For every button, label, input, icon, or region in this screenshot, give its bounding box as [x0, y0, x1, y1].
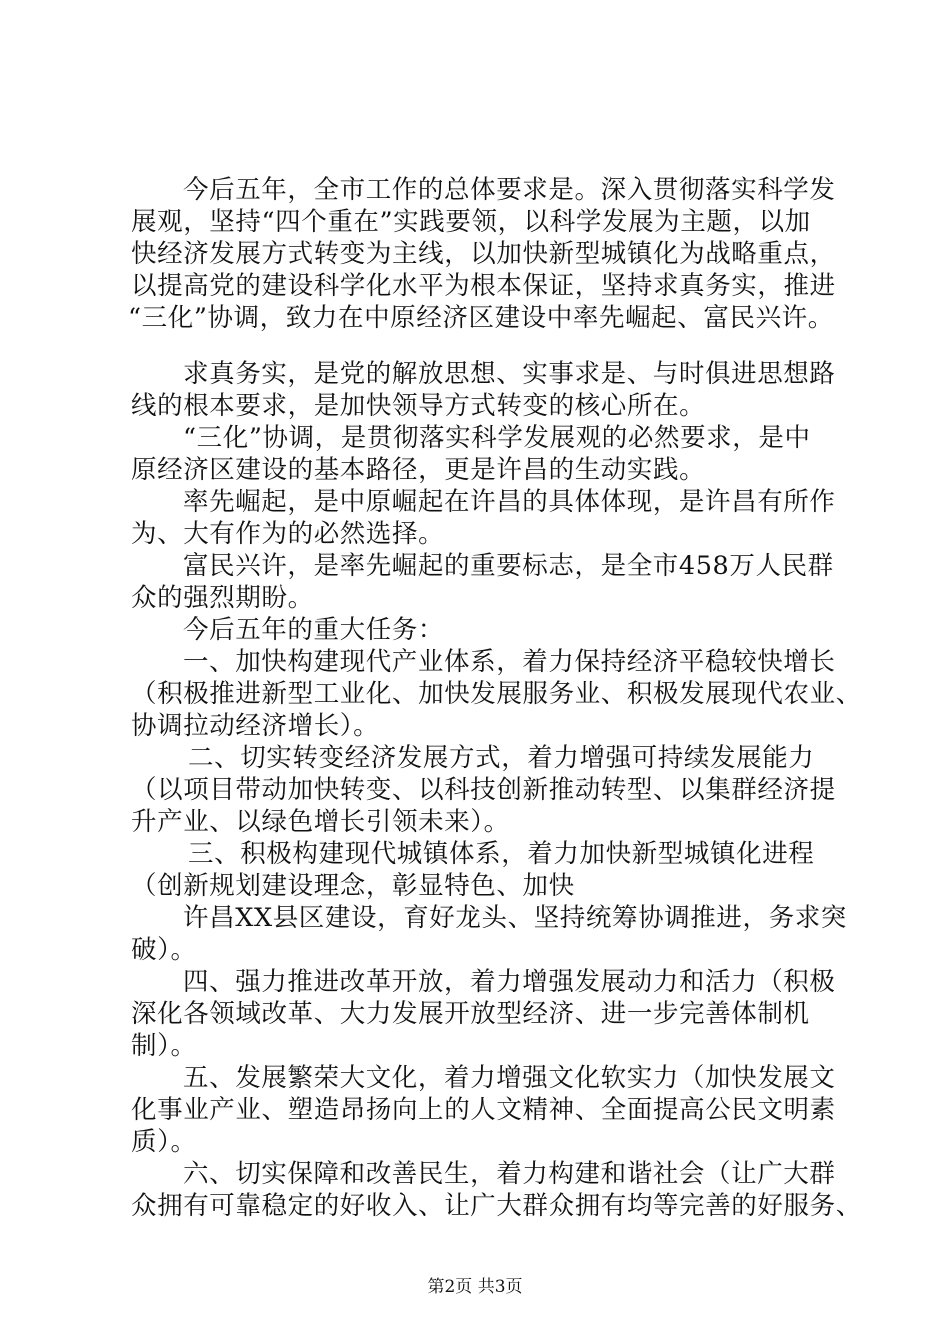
text-line: 升产业、以绿色增长引领未来）。: [131, 807, 510, 837]
text-line: “三化”协调，是贯彻落实科学发展观的必然要求，是中: [183, 423, 811, 453]
text-line: 二、切实转变经济发展方式，着力增强可持续发展能力: [188, 743, 815, 773]
text-line: 原经济区建设的基本路径，更是许昌的生动实践。: [131, 455, 706, 485]
text-line: （积极推进新型工业化、加快发展服务业、积极发展现代农业、: [131, 679, 862, 709]
page-footer: 第2页 共3页: [427, 1277, 523, 1297]
text-line: 协调拉动经济增长）。: [131, 711, 380, 741]
text-line: 求真务实，是党的解放思想、实事求是、与时俱进思想路: [183, 359, 836, 389]
text-line: 富民兴许，是率先崛起的重要标志，是全市458万人民群: [183, 551, 834, 581]
text-line: 制）。: [131, 1031, 197, 1061]
text-line: 以提高党的建设科学化水平为根本保证，坚持求真务实，推进: [131, 271, 836, 301]
text-line: （创新规划建设理念，彰显特色、加快: [131, 871, 575, 901]
text-line: 三、积极构建现代城镇体系，着力加快新型城镇化进程: [188, 839, 815, 869]
text-line: 为、大有作为的必然选择。: [131, 519, 445, 549]
text-line: 众的强烈期盼。: [131, 583, 314, 613]
text-line: 展观，坚持“四个重在”实践要领，以科学发展为主题，以加: [131, 207, 811, 237]
text-line: 今后五年，全市工作的总体要求是。深入贯彻落实科学发: [183, 175, 836, 205]
text-line: 破）。: [131, 935, 197, 965]
text-line: “三化”协调，致力在中原经济区建设中率先崛起、富民兴许。: [128, 303, 834, 333]
text-line: （以项目带动加快转变、以科技创新推动转型、以集群经济提: [131, 775, 836, 805]
text-line: 今后五年的重大任务：: [183, 615, 445, 645]
text-line: 化事业产业、塑造昂扬向上的人文精神、全面提高公民文明素: [131, 1095, 836, 1125]
text-line: 五、发展繁荣大文化，着力增强文化软实力（加快发展文: [183, 1063, 836, 1093]
text-line: 深化各领域改革、大力发展开放型经济、进一步完善体制机: [131, 999, 810, 1029]
text-line: 快经济发展方式转变为主线，以加快新型城镇化为战略重点，: [131, 239, 836, 269]
text-line: 线的根本要求，是加快领导方式转变的核心所在。: [131, 391, 706, 421]
text-line: 质）。: [131, 1127, 197, 1157]
text-line: 众拥有可靠稳定的好收入、让广大群众拥有均等完善的好服务、: [131, 1191, 862, 1221]
text-line: 率先崛起，是中原崛起在许昌的具体体现，是许昌有所作: [183, 487, 836, 517]
text-line: 许昌XX县区建设，育好龙头、坚持统筹协调推进，务求突: [183, 903, 847, 933]
text-line: 六、切实保障和改善民生，着力构建和谐社会（让广大群: [183, 1159, 836, 1189]
text-line: 一、加快构建现代产业体系，着力保持经济平稳较快增长: [183, 647, 836, 677]
text-line: 四、强力推进改革开放，着力增强发展动力和活力（积极: [183, 967, 836, 997]
